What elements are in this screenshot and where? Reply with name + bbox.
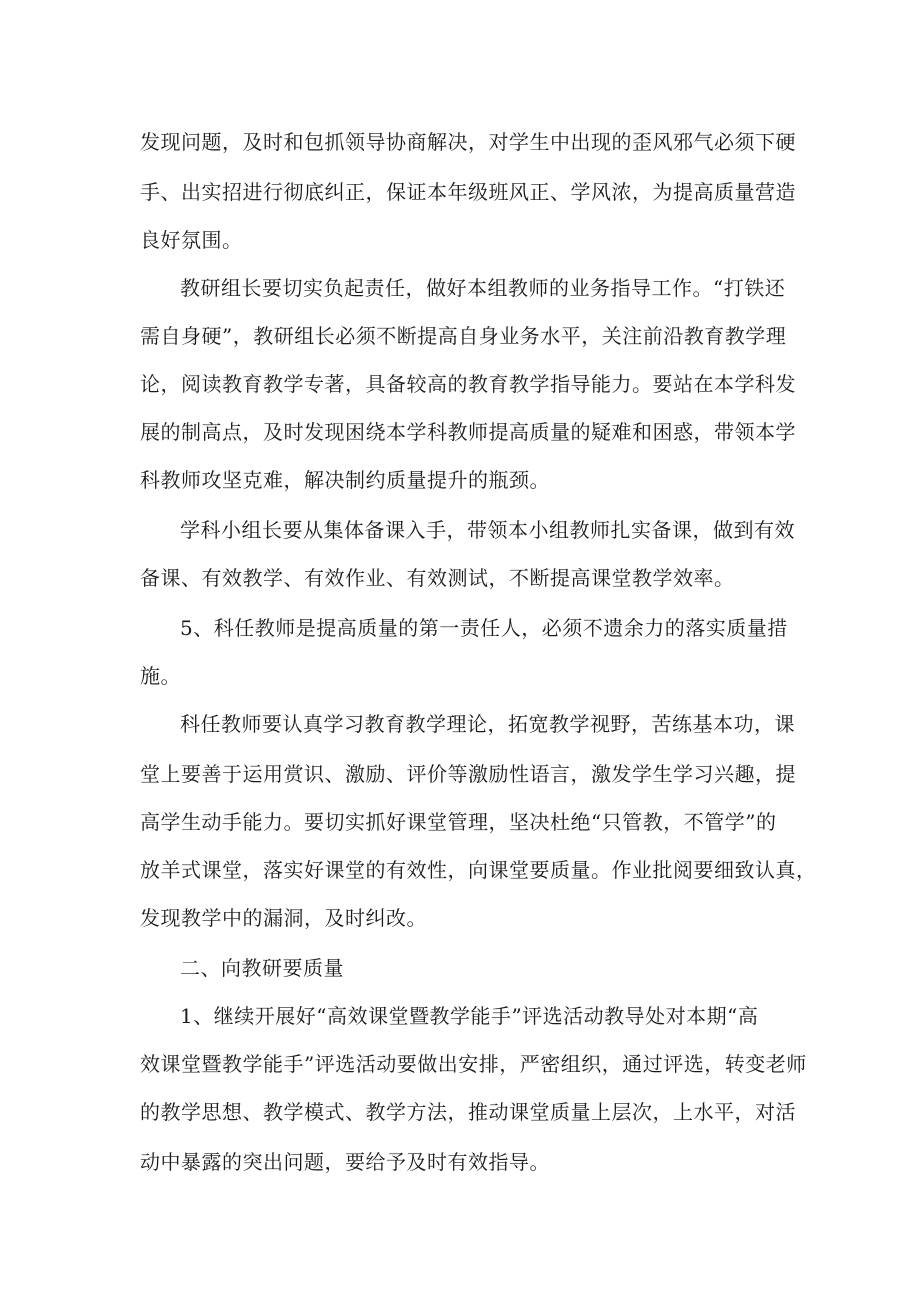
text-line: 需自身硬”，教研组长必须不断提高自身业务水平，关注前沿教育教学理 [140,324,787,348]
paragraph-start-line: 科任教师要认真学习教育教学理论，拓宽教学视野，苦练基本功，课 [180,712,795,736]
numbered-item-line: 5、科任教师是提高质量的第一责任人，必须不遗余力的落实质量措 [180,616,788,640]
text-line: 发现问题，及时和包抓领导协商解决，对学生中出现的歪风邪气必须下硬 [140,130,796,154]
section-heading: 二、向教研要质量 [180,956,344,980]
text-line: 良好氛围。 [140,228,243,252]
text-line: 发现教学中的漏洞，及时纠改。 [140,906,427,930]
text-line: 备课、有效教学、有效作业、有效测试，不断提高课堂教学效率。 [140,566,735,590]
text-line: 手、出实招进行彻底纠正，保证本年级班风正、学风浓，为提高质量营造 [140,180,796,204]
text-line: 高学生动手能力。要切实抓好课堂管理，坚决杜绝“只管教，不管学”的 [140,810,777,834]
text-line: 动中暴露的突出问题，要给予及时有效指导。 [140,1150,550,1174]
numbered-item-line: 1、继续开展好“高效课堂暨教学能手”评选活动教导处对本期“高 [180,1004,759,1028]
text-line: 效课堂暨教学能手”评选活动要做出安排，严密组织，通过评选，转变老师 [140,1052,807,1076]
text-line: 科教师攻坚克难，解决制约质量提升的瓶颈。 [140,468,550,492]
text-line: 论，阅读教育教学专著，具备较高的教育教学指导能力。要站在本学科发 [140,372,796,396]
text-line: 施。 [140,664,181,688]
text-line: 堂上要善于运用赏识、激励、评价等激励性语言，激发学生学习兴趣，提 [140,762,796,786]
paragraph-start-line: 学科小组长要从集体备课入手，带领本小组教师扎实备课，做到有效 [180,518,795,542]
paragraph-start-line: 教研组长要切实负起责任，做好本组教师的业务指导工作。“打铁还 [180,276,786,300]
text-line: 展的制高点，及时发现困绕本学科教师提高质量的疑难和困惑，带领本学 [140,420,796,444]
text-line: 放羊式课堂，落实好课堂的有效性，向课堂要质量。作业批阅要细致认真， [140,858,817,882]
text-line: 的教学思想、教学模式、教学方法，推动课堂质量上层次，上水平，对活 [140,1100,796,1124]
